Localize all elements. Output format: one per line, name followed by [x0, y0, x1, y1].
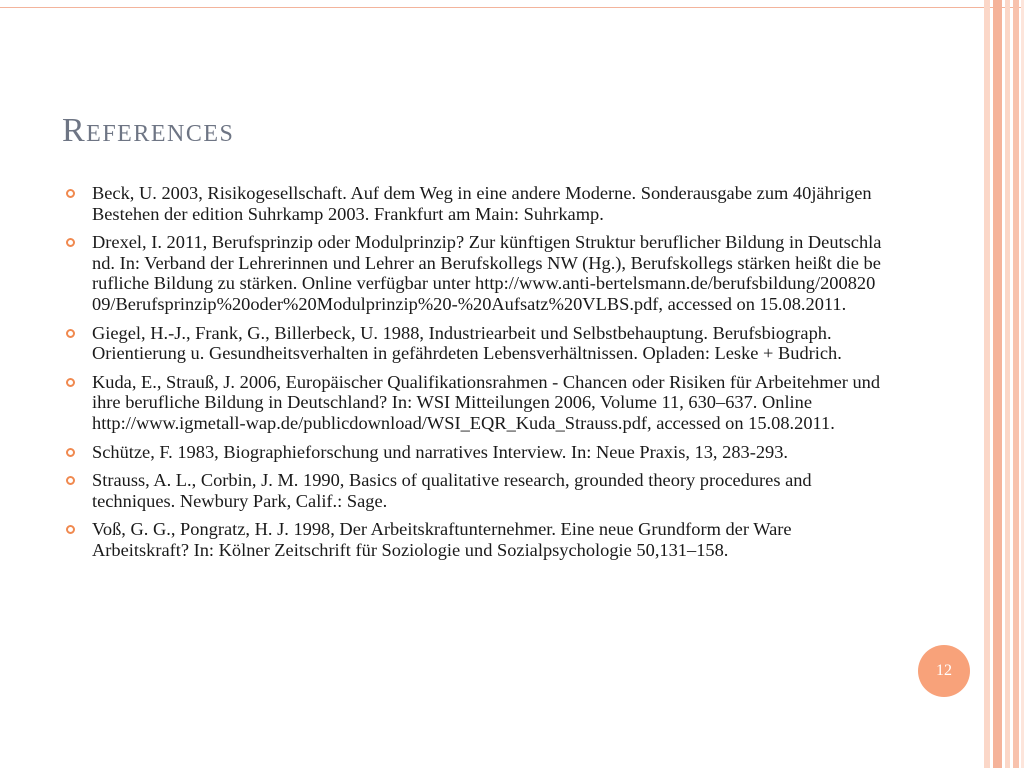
- bullet-icon: [66, 238, 75, 247]
- reference-item: [62, 470, 882, 511]
- reference-text: Giegel, H.-J., Frank, G., Billerbeck, U. 1988, Industriearbeit und Selbstbehauptung. Berufsbiograph. Orientierung u. Gesundheitsverhalten in gefährdeten Lebensverhältnissen. Opladen: Leske + Budrich.: [92, 322, 842, 364]
- reference-item: [62, 323, 882, 364]
- page-number-badge: 12: [918, 645, 970, 697]
- reference-text: Strauss, A. L., Corbin, J. M. 1990, Basics of qualitative research, grounded theory procedures and techniques. Newbury Park, Calif.: Sage.: [92, 470, 812, 511]
- reference-item: [62, 442, 882, 463]
- reference-text: Schütze, F. 1983, Biographieforschung und narratives Interview. In: Neue Praxis, 13, 283-293.: [92, 441, 789, 462]
- reference-text: Kuda, E., Strauß, J. 2006, Europäischer Qualifikationsrahmen - Chancen oder Risiken für Arbeitehmer und ihre berufliche Bildung in Deutschland? In: WSI Mitteilungen 2006, Volume 11, 630–637. Online http://www.igmetall-wap.de/publicdownload/WSI_EQR_Kuda_Strauss.pdf, accessed on 15.08.2011.: [92, 371, 881, 433]
- bullet-icon: [66, 476, 75, 485]
- decorative-stripes: [984, 0, 1024, 768]
- bullet-icon: [66, 525, 75, 534]
- bullet-icon: [66, 378, 75, 387]
- reference-item: [62, 372, 882, 434]
- stripe: [1005, 0, 1010, 768]
- reference-item: [62, 183, 882, 224]
- bullet-icon: [66, 329, 75, 338]
- reference-text: Drexel, I. 2011, Berufsprinzip oder Modulprinzip? Zur künftigen Struktur beruflicher Bildung in Deutschland. In: Verband der Lehrerinnen und Lehrer an Berufskollegs NW (Hg.), Berufskollegs stärken heißt die berufliche Bildung zu stärken. Online verfügbar unter http://www.anti-bertelsmann.de/berufsbildung/20082009/Berufsprinzip%20oder%20Modulprinzip%20-%20Aufsatz%20VLBS.pdf, accessed on 15.08.2011.: [92, 232, 882, 314]
- reference-item: [62, 519, 882, 560]
- reference-list: [62, 183, 882, 569]
- top-border: [0, 0, 1024, 8]
- stripe: [984, 0, 990, 768]
- bullet-icon: [66, 448, 75, 457]
- stripe: [1013, 0, 1019, 768]
- bullet-icon: [66, 189, 75, 198]
- slide-title: References: [62, 112, 235, 149]
- reference-text: Voß, G. G., Pongratz, H. J. 1998, Der Arbeitskraftunternehmer. Eine neue Grundform der Ware Arbeitskraft? In: Kölner Zeitschrift für Soziologie und Sozialpsychologie 50,131–158.: [92, 519, 792, 560]
- stripe: [993, 0, 1002, 768]
- reference-text: Beck, U. 2003, Risikogesellschaft. Auf dem Weg in eine andere Moderne. Sonderausgabe zum 40jährigen Bestehen der edition Suhrkamp 2003. Frankfurt am Main: Suhrkamp.: [92, 183, 872, 224]
- reference-item: [62, 232, 882, 314]
